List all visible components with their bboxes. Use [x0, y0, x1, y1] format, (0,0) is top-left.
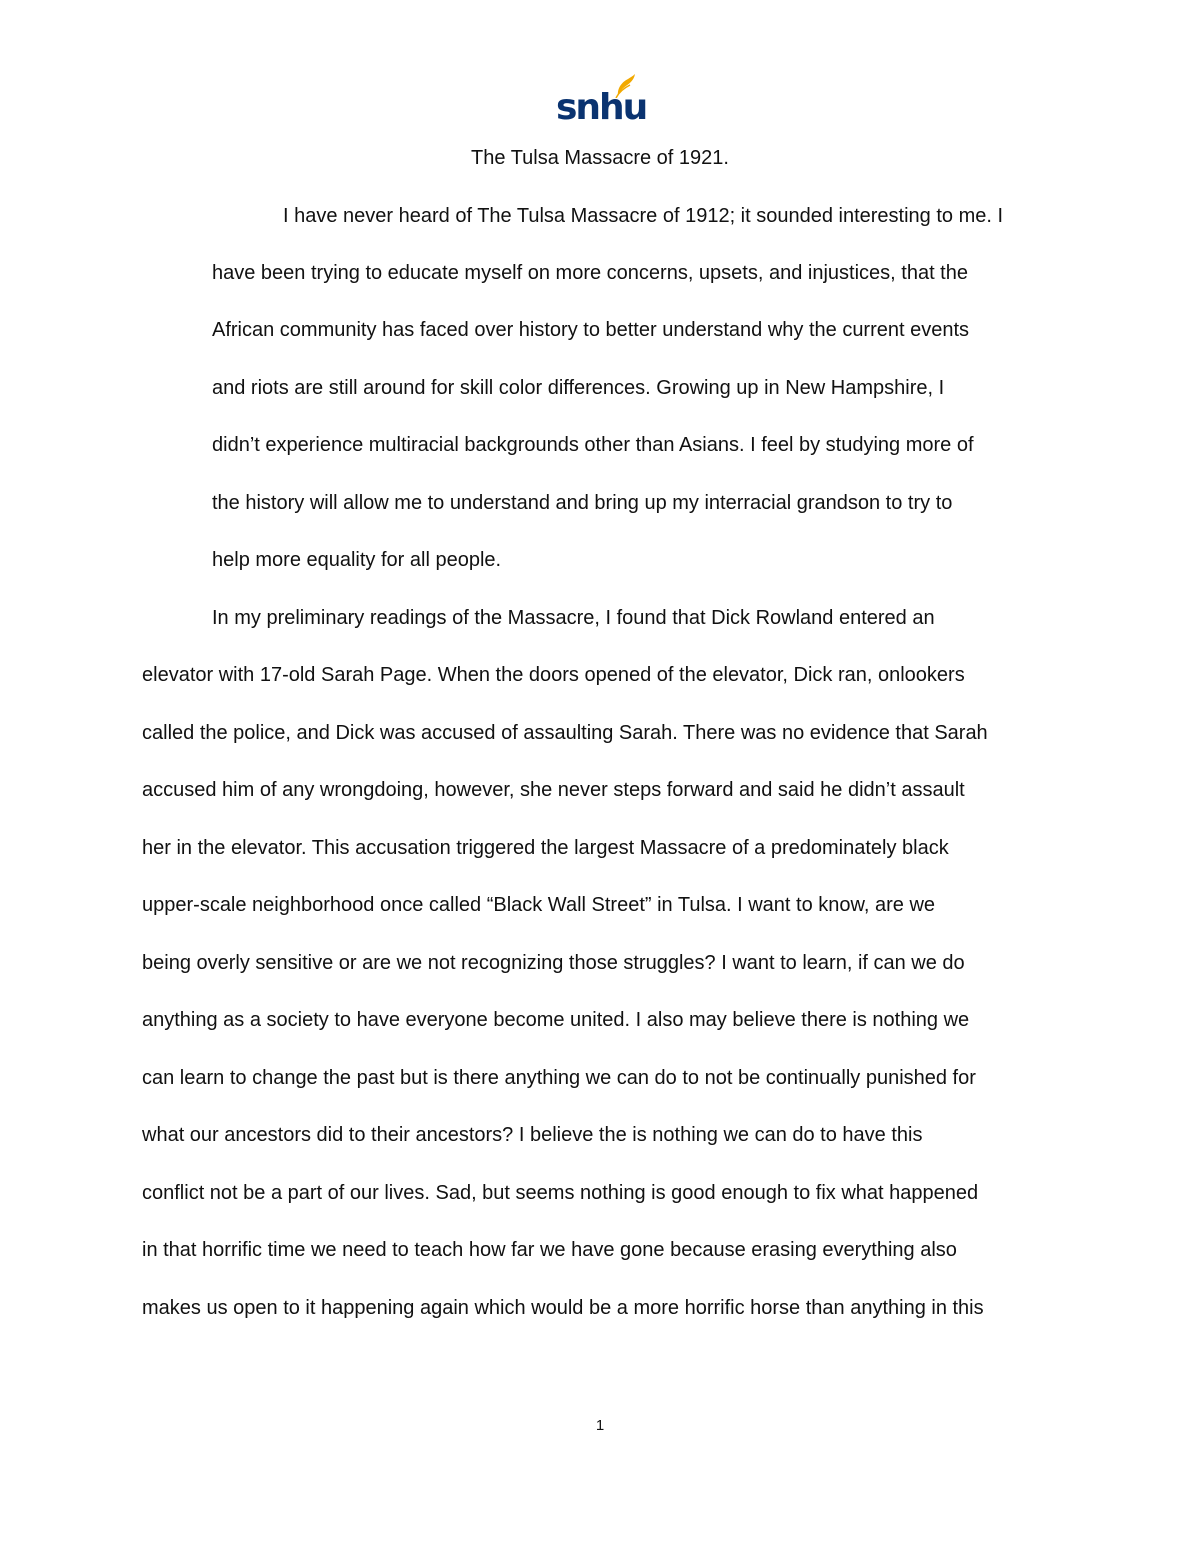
paragraph2-line: being overly sensitive or are we not recognizing those struggles? I want to learn, if can we do [142, 952, 965, 974]
paragraph2-line: in that horrific time we need to teach how far we have gone because erasing everything also [142, 1239, 957, 1261]
paragraph2-line: anything as a society to have everyone become united. I also may believe there is nothing we [142, 1009, 970, 1031]
paragraph2-line: In my preliminary readings of the Massacre, I found that Dick Rowland entered an [212, 607, 935, 629]
paragraph2-line: makes us open to it happening again which would be a more horrific horse than anything in this [142, 1297, 984, 1319]
paragraph2-line: her in the elevator. This accusation triggered the largest Massacre of a predominately black [142, 837, 949, 859]
paragraph2-line: accused him of any wrongdoing, however, she never steps forward and said he didn’t assault [142, 779, 965, 801]
paragraph2-line: what our ancestors did to their ancestors? I believe the is nothing we can do to have this [142, 1124, 923, 1146]
page-number: 1 [595, 1417, 605, 1434]
paragraph2-line: called the police, and Dick was accused of assaulting Sarah. There was no evidence that Sarah [142, 722, 988, 744]
paragraph1-line: African community has faced over history to better understand why the current events [212, 319, 970, 341]
paragraph1-line: have been trying to educate myself on more concerns, upsets, and injustices, that the [212, 262, 968, 284]
snhu-logo [556, 74, 647, 134]
paragraph1-line: didn’t experience multiracial backgrounds other than Asians. I feel by studying more of [212, 434, 974, 456]
logo-wordmark: snhu [556, 87, 647, 128]
paragraph1-line: and riots are still around for skill color differences. Growing up in New Hampshire, I [212, 377, 945, 399]
paragraph2-line: upper-scale neighborhood once called “Black Wall Street” in Tulsa. I want to know, are we [142, 894, 936, 916]
paragraph2-line: elevator with 17-old Sarah Page. When the doors opened of the elevator, Dick ran, onlookers [142, 664, 965, 686]
paragraph1-line: help more equality for all people. [212, 549, 502, 571]
paragraph2-line: can learn to change the past but is there anything we can do to not be continually punished for [142, 1067, 976, 1089]
paragraph2-line: conflict not be a part of our lives. Sad, but seems nothing is good enough to fix what happened [142, 1182, 979, 1204]
paragraph1-line: I have never heard of The Tulsa Massacre of 1912; it sounded interesting to me. I [283, 205, 1004, 227]
document-title: The Tulsa Massacre of 1921. [471, 147, 729, 169]
paragraph1-line: the history will allow me to understand and bring up my interracial grandson to try to [212, 492, 953, 514]
